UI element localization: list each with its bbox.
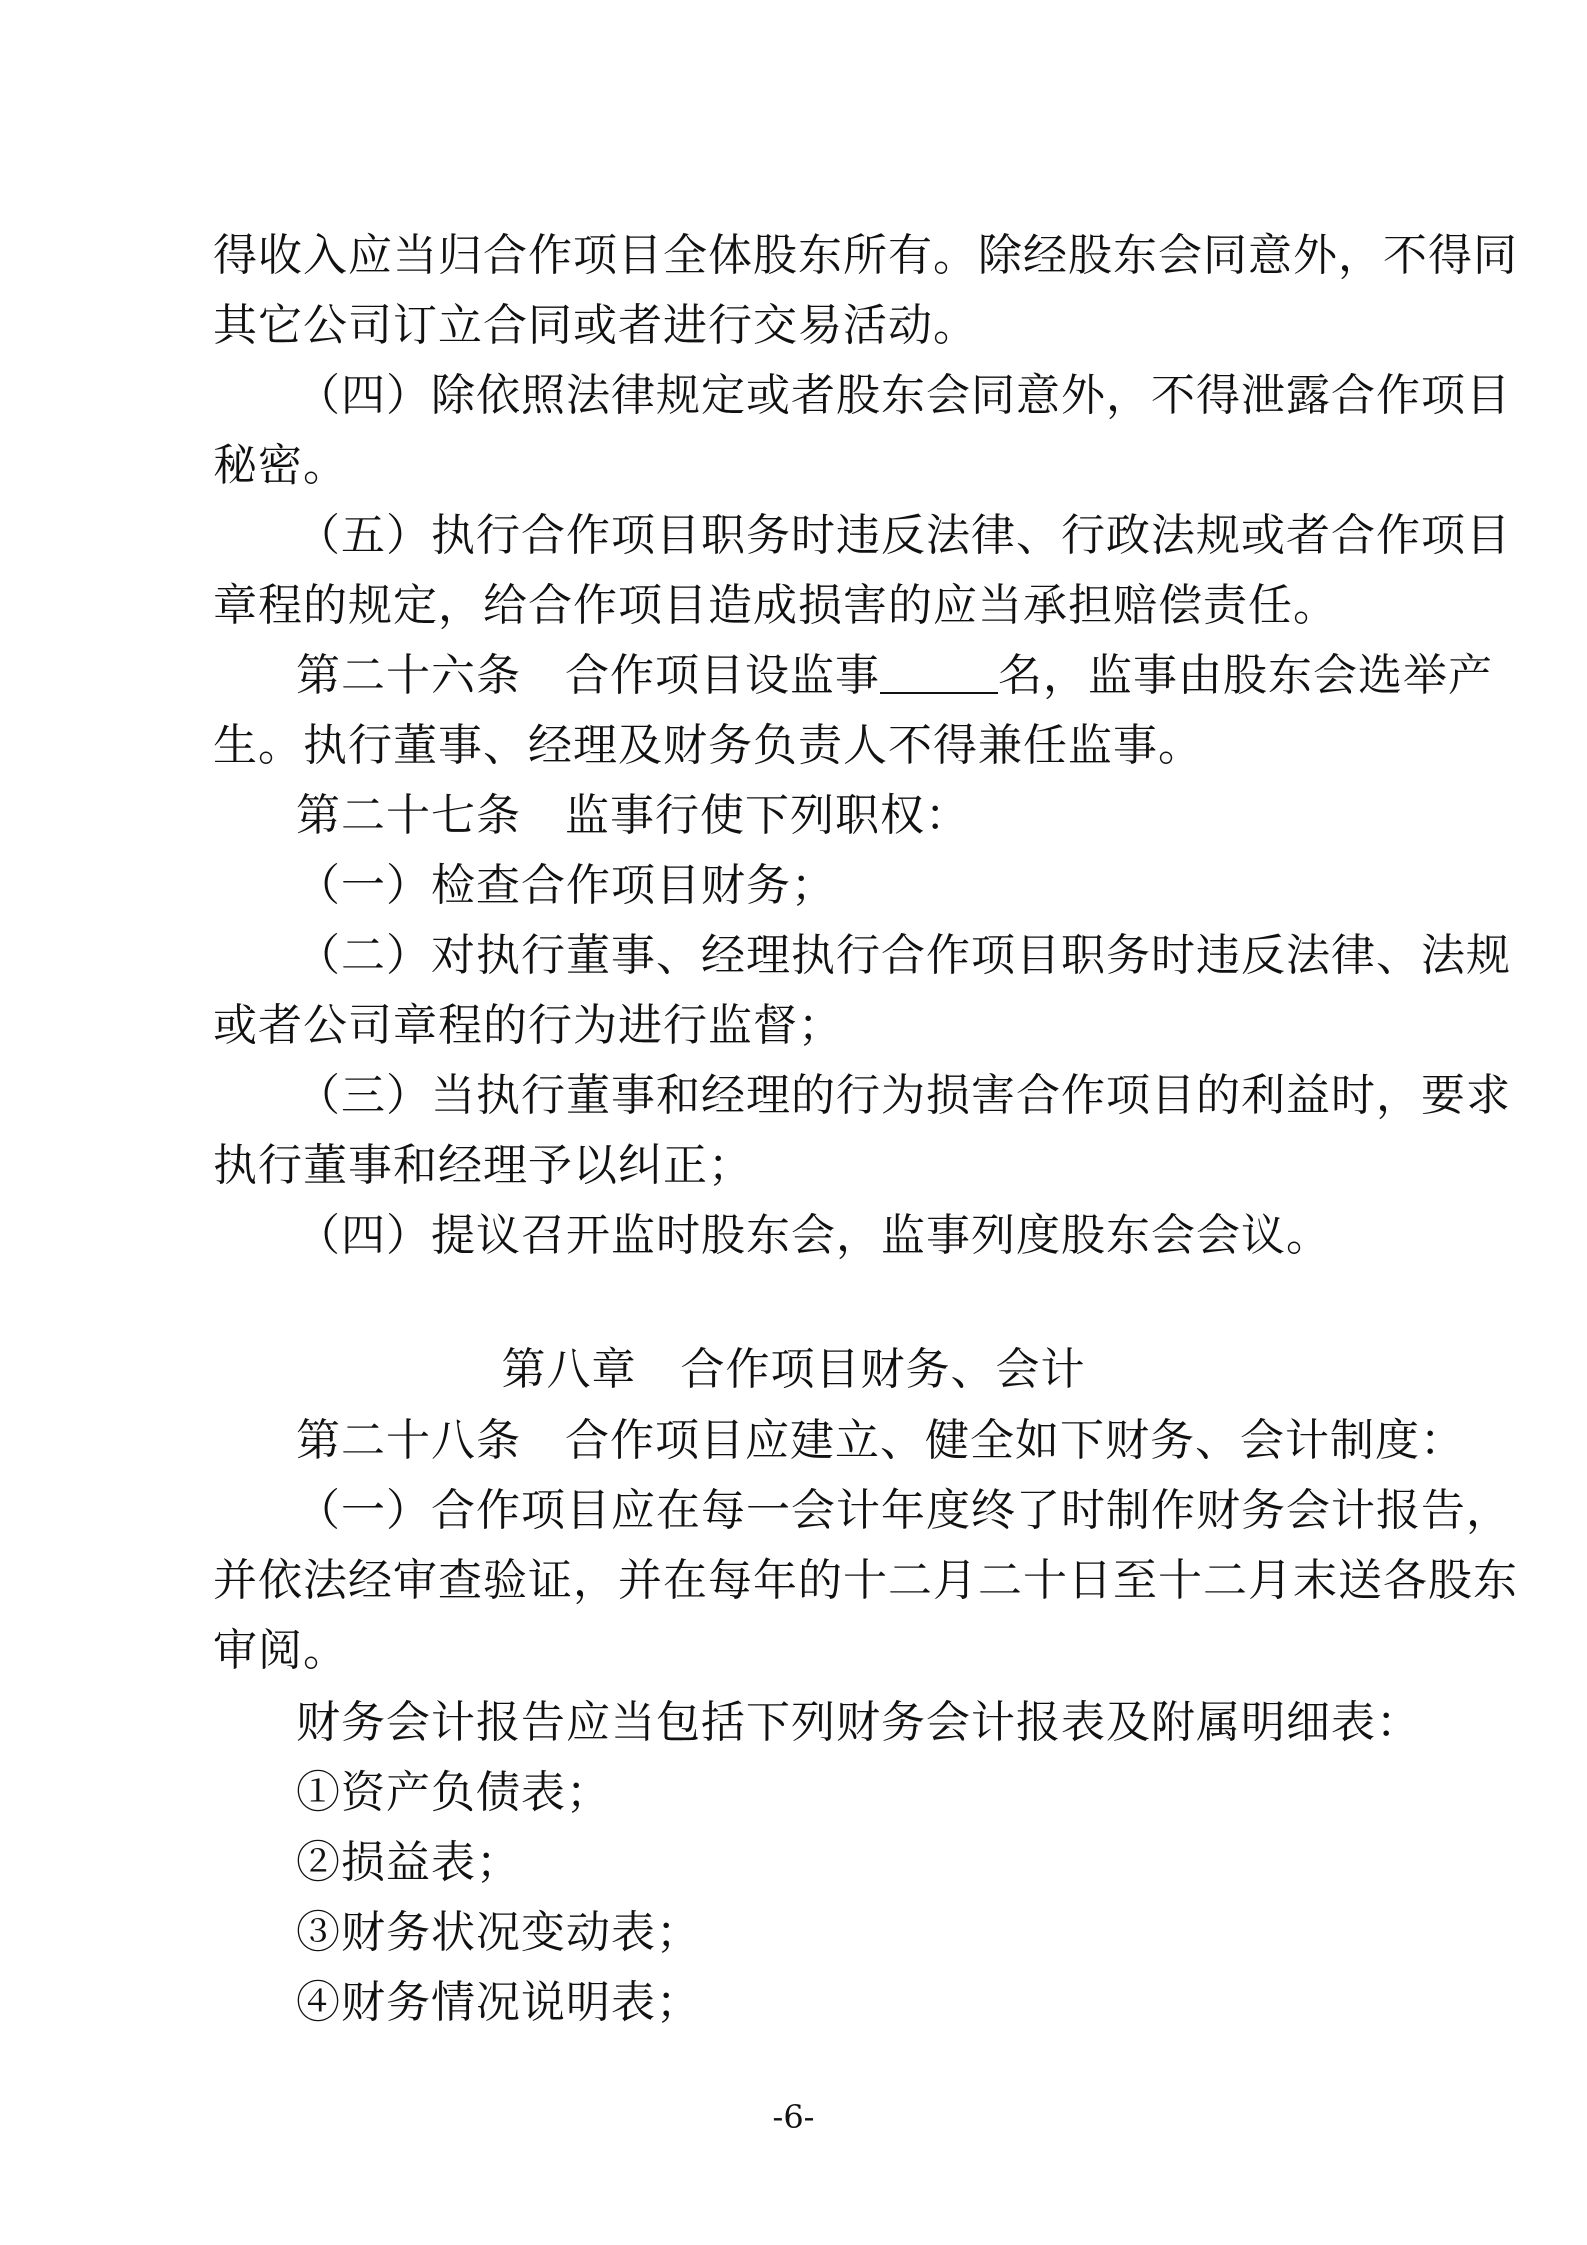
clause-4b-line: （四）提议召开监时股东会，监事列度股东会会议。 bbox=[296, 1210, 1331, 1261]
clause-1-line: （一）检查合作项目财务； bbox=[296, 860, 836, 911]
report-item: ②损益表； bbox=[296, 1837, 521, 1888]
body-line: 得收入应当归合作项目全体股东所有。除经股东会同意外，不得同 bbox=[213, 230, 1518, 281]
clause-4-line: （四）除依照法律规定或者股东会同意外，不得泄露合作项目 bbox=[296, 370, 1511, 421]
article-26-line bbox=[296, 646, 1493, 706]
article-27-line bbox=[296, 786, 1466, 846]
article-28-line bbox=[296, 1411, 1466, 1471]
article-number: 第二十六条 bbox=[296, 650, 521, 701]
body-line: 或者公司章程的行为进行监督； bbox=[213, 1000, 843, 1051]
clause-5-line: （五）执行合作项目职务时违反法律、行政法规或者合作项目 bbox=[296, 510, 1511, 561]
body-line: 章程的规定，给合作项目造成损害的应当承担赔偿责任。 bbox=[213, 580, 1338, 631]
report-item: ③财务状况变动表； bbox=[296, 1907, 701, 1958]
article-text-cont: 名，监事由股东会选举产 bbox=[998, 650, 1493, 701]
article-number: 第二十八条 bbox=[296, 1415, 521, 1466]
chapter-title: 合作项目财务、会计 bbox=[680, 1344, 1086, 1395]
body-line: 生。执行董事、经理及财务负责人不得兼任监事。 bbox=[213, 720, 1203, 771]
clause-3-line: （三）当执行董事和经理的行为损害合作项目的利益时，要求 bbox=[296, 1070, 1511, 1121]
page-number: -6- bbox=[772, 2098, 815, 2136]
body-line: 秘密。 bbox=[213, 440, 348, 491]
article-number: 第二十七条 bbox=[296, 790, 521, 841]
chapter-heading bbox=[0, 1340, 1587, 1400]
article-text: 合作项目设监事 bbox=[565, 650, 880, 701]
report-item: ④财务情况说明表； bbox=[296, 1977, 701, 2028]
clause-2-line: （二）对执行董事、经理执行合作项目职务时违反法律、法规 bbox=[296, 930, 1511, 981]
article-text: 监事行使下列职权： bbox=[565, 790, 970, 841]
body-line: 审阅。 bbox=[213, 1625, 348, 1676]
chapter-number: 第八章 bbox=[501, 1344, 637, 1395]
clause-1b-line: （一）合作项目应在每一会计年度终了时制作财务会计报告， bbox=[296, 1485, 1511, 1536]
body-line: 执行董事和经理予以纠正； bbox=[213, 1140, 753, 1191]
body-line: 其它公司订立合同或者进行交易活动。 bbox=[213, 300, 978, 351]
article-text: 合作项目应建立、健全如下财务、会计制度： bbox=[565, 1415, 1465, 1466]
fill-in-blank bbox=[880, 652, 998, 694]
report-intro-line: 财务会计报告应当包括下列财务会计报表及附属明细表： bbox=[296, 1697, 1421, 1748]
report-item: ①资产负债表； bbox=[296, 1767, 611, 1818]
body-line: 并依法经审查验证，并在每年的十二月二十日至十二月末送各股东 bbox=[213, 1555, 1518, 1606]
